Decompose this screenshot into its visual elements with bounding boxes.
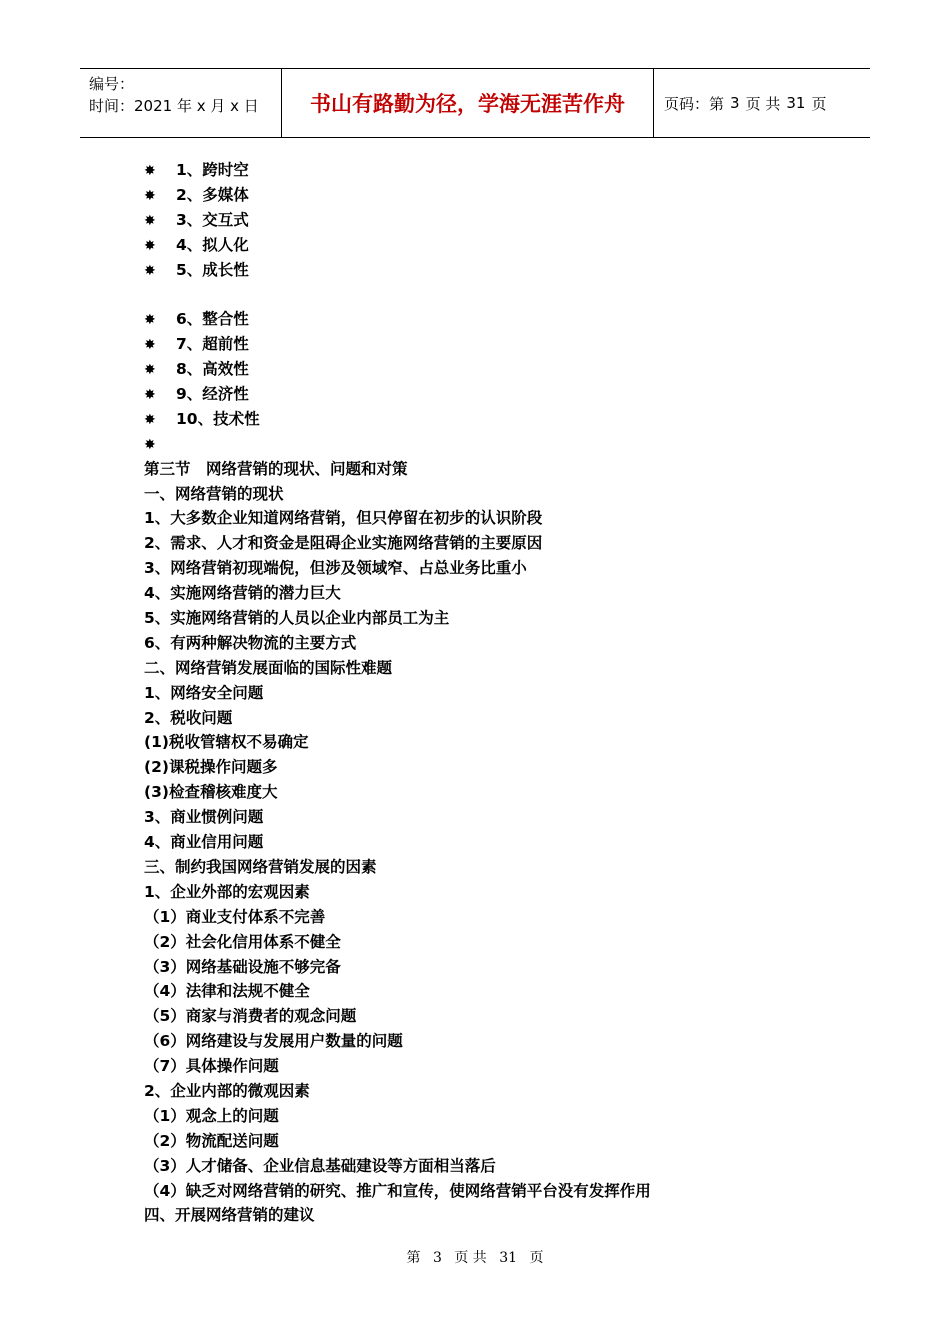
list-item: （4）法律和法规不健全 <box>144 982 310 1001</box>
star-bullet-icon: ✸ <box>144 337 156 354</box>
page-info-current: 3 <box>730 94 740 112</box>
footer-total-pages: 31 <box>499 1250 518 1266</box>
list-item: （1）观念上的问题 <box>144 1106 279 1125</box>
page-info-total: 31 <box>786 94 806 112</box>
star-bullet-icon: ✸ <box>144 312 156 329</box>
page-info-suffix: 页 <box>811 94 827 113</box>
bullet-text: 2、多媒体 <box>176 185 249 204</box>
star-bullet-icon: ✸ <box>144 262 156 279</box>
bullet-item <box>144 407 824 432</box>
list-item: （7）具体操作问题 <box>144 1057 279 1076</box>
bullet-text: 10、技术性 <box>176 409 260 428</box>
blank-line <box>144 282 824 307</box>
bullet-item <box>144 382 824 407</box>
page-header <box>80 68 870 138</box>
bullet-text: 1、跨时空 <box>176 161 249 179</box>
bullet-text: 5、成长性 <box>176 260 249 279</box>
list-item: （4）缺乏对网络营销的研究、推广和宣传，使网络营销平台没有发挥作用 <box>144 1181 651 1200</box>
list-item: （1）商业支付体系不完善 <box>144 907 326 926</box>
page-footer <box>0 1247 950 1267</box>
bullet-text: 8、高效性 <box>176 360 249 379</box>
header-motto: 书山有路勤为径，学海无涯苦作舟 <box>281 69 654 137</box>
bullet-item <box>144 332 824 357</box>
header-page-info <box>654 69 870 137</box>
bullet-item <box>144 307 824 332</box>
bullet-text: 3、交互式 <box>176 210 249 229</box>
header-meta <box>80 69 281 137</box>
list-item: （2）物流配送问题 <box>144 1131 279 1150</box>
footer-prefix: 第 <box>406 1250 421 1266</box>
star-bullet-icon: ✸ <box>144 212 156 229</box>
list-item: 2、需求、人才和资金是阻碍企业实施网络营销的主要原因 <box>144 534 543 553</box>
subsection-heading: 三、制约我国网络营销发展的因素 <box>144 857 377 876</box>
list-item: (3)检查稽核难度大 <box>144 783 278 802</box>
list-item: （5）商家与消费者的观念问题 <box>144 1007 357 1026</box>
list-item: 4、商业信用问题 <box>144 833 264 852</box>
footer-suffix: 页 <box>529 1250 544 1266</box>
page-info-label: 页码：第 <box>664 94 725 113</box>
footer-current-page: 3 <box>432 1250 442 1266</box>
list-item: 4、实施网络营销的潜力巨大 <box>144 584 341 603</box>
list-item: 6、有两种解决物流的主要方式 <box>144 633 357 652</box>
bullet-text: 7、超前性 <box>176 335 249 354</box>
bullet-text: 6、整合性 <box>176 310 249 329</box>
section-heading: 第三节 网络营销的现状、问题和对策 <box>144 459 408 478</box>
list-item: 2、税收问题 <box>144 708 233 727</box>
list-item: (1)税收管辖权不易确定 <box>144 733 309 752</box>
list-item: (2)课税操作问题多 <box>144 758 278 777</box>
bullet-item <box>144 183 824 208</box>
subsection-heading: 四、开展网络营销的建议 <box>144 1206 315 1225</box>
list-item: 3、商业惯例问题 <box>144 808 264 827</box>
subsection-heading: 二、网络营销发展面临的国际性难题 <box>144 658 393 677</box>
star-bullet-icon: ✸ <box>144 362 156 379</box>
list-item: （3）人才储备、企业信息基础建设等方面相当落后 <box>144 1156 496 1175</box>
star-bullet-icon: ✸ <box>144 237 156 254</box>
list-item: 1、企业外部的宏观因素 <box>144 882 310 901</box>
footer-mid: 页 共 <box>454 1250 487 1266</box>
page-info-mid: 页 共 <box>745 94 781 113</box>
bullet-item <box>144 432 824 457</box>
star-bullet-icon: ✸ <box>144 387 156 404</box>
list-item: （6）网络建设与发展用户数量的问题 <box>144 1032 403 1051</box>
list-item: （2）社会化信用体系不健全 <box>144 932 341 951</box>
document-number-label: 编号： <box>89 75 135 93</box>
bullet-item <box>144 357 824 382</box>
document-time: 时间：2021 年 x 月 x 日 <box>89 97 259 115</box>
bullet-text: 4、拟人化 <box>176 235 249 254</box>
star-bullet-icon: ✸ <box>144 163 156 179</box>
subsection-heading: 一、网络营销的现状 <box>144 484 284 503</box>
list-item: 3、网络营销初现端倪，但涉及领域窄、占总业务比重小 <box>144 559 527 578</box>
document-body <box>144 158 824 1228</box>
list-item: （3）网络基础设施不够完备 <box>144 957 341 976</box>
bullet-item <box>144 158 824 183</box>
bullet-item <box>144 233 824 258</box>
list-item: 1、大多数企业知道网络营销，但只停留在初步的认识阶段 <box>144 509 543 528</box>
list-item: 5、实施网络营销的人员以企业内部员工为主 <box>144 609 450 628</box>
bullet-item <box>144 208 824 233</box>
star-bullet-icon: ✸ <box>144 187 156 204</box>
list-item: 1、网络安全问题 <box>144 683 264 702</box>
bullet-text: 9、经济性 <box>176 385 249 404</box>
star-bullet-icon: ✸ <box>144 436 156 453</box>
list-item: 2、企业内部的微观因素 <box>144 1081 310 1100</box>
bullet-item <box>144 258 824 283</box>
star-bullet-icon: ✸ <box>144 411 156 428</box>
